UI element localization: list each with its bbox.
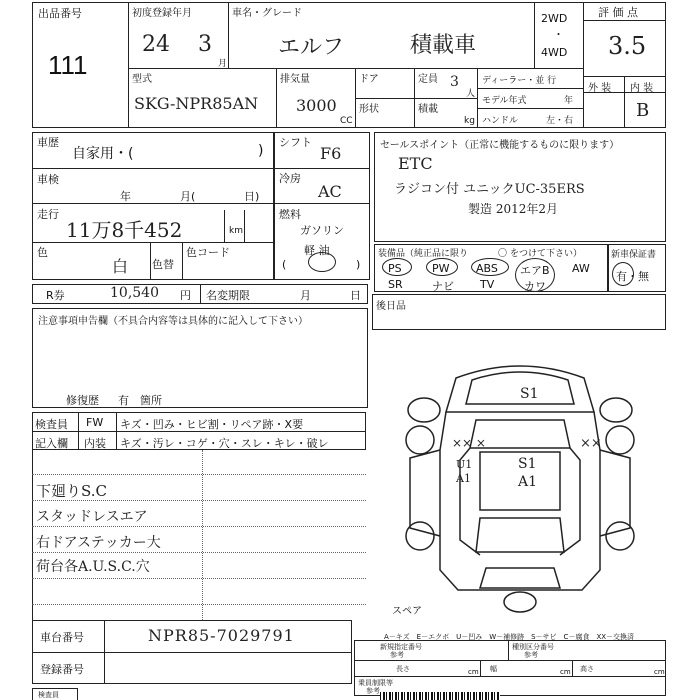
score-label: 評 価 点: [598, 6, 638, 19]
fuel-options: 軽 油: [304, 244, 330, 257]
equipment-label-end: をつけて下さい）: [510, 249, 583, 259]
notes-label: 注意事項申告欄（不具合内容等は具体的に記入して下さい）: [38, 316, 308, 327]
legend-width: 幅: [490, 665, 497, 673]
inspection-label: 車検: [37, 173, 59, 186]
history-value: 自家用・(: [72, 146, 134, 162]
legend-damage-codes: A－キズ E－エクボ U－凹み W－補修跡 S－サビ C－腐食 XX－交換済: [384, 633, 635, 641]
equipment-mark: 〇: [498, 249, 508, 259]
fuel-value: ガソリン: [300, 224, 344, 237]
inspection-month: 月(: [180, 190, 196, 203]
recycle-yen: 円: [180, 289, 191, 302]
fuel-selected-mark: [308, 252, 336, 272]
recolor-label: 色替: [152, 258, 174, 271]
entry-label: 記入欄: [35, 437, 68, 450]
color-value: 白: [112, 257, 129, 276]
bottom-inspector-label: 検査員: [38, 691, 59, 699]
legend-ref-1: 参考: [390, 651, 404, 659]
interior-label: 内 装: [630, 83, 654, 94]
color-label: 色: [37, 246, 48, 259]
inspector-label: 検査員: [35, 418, 68, 431]
drive-4wd: 4WD: [541, 46, 568, 59]
handle-label: ハンドル: [482, 116, 519, 126]
color-code-label: 色コード: [186, 246, 230, 259]
load-label: 積載: [418, 104, 438, 115]
diagram-roof-mark-1: S1: [518, 456, 537, 472]
handle-options: 左・右: [546, 116, 574, 126]
inspection-year: 年: [120, 190, 131, 203]
fuel-label: 燃料: [279, 208, 301, 221]
shift-value: F6: [320, 144, 342, 163]
diagram-front-mark: S1: [520, 386, 539, 402]
model-year-label: モデル年式: [482, 96, 527, 106]
equip-airbag: エアB: [520, 264, 550, 277]
diagram-roof-mark-2: A1: [518, 474, 538, 490]
equipment-label: 装備品（純正品に限り: [378, 249, 469, 259]
repair-label: 修復歴: [66, 394, 99, 407]
inspector-interior-items: キズ・汚レ・コゲ・穴・スレ・キレ・破レ: [120, 437, 329, 450]
diagram-left-small-1: U1: [456, 458, 473, 471]
recycle-value: 10,540: [110, 285, 159, 301]
drive-2wd: 2WD: [541, 12, 568, 25]
recycle-label: R券: [46, 289, 65, 302]
note-line-1: 下廻りS.C: [36, 482, 107, 500]
note-line-4: 荷台各A.U.S.C.穴: [36, 559, 150, 575]
equip-leather: カワ: [524, 280, 546, 293]
interior-grade: B: [636, 100, 650, 121]
equip-navi: ナビ: [432, 280, 454, 293]
history-label: 車歴: [37, 136, 59, 149]
model-label: 型式: [132, 74, 152, 85]
shape-label: 形状: [359, 104, 379, 115]
rear-items-label: 後日品: [376, 301, 406, 312]
repair-place: 箇所: [140, 394, 162, 407]
legend-cm-1: cm: [468, 668, 479, 676]
equip-aw: AW: [572, 262, 590, 275]
equip-sr: SR: [388, 278, 403, 291]
legend-length: 長さ: [396, 665, 410, 673]
legend-new-number: 新規指定番号: [380, 643, 422, 651]
exterior-label: 外 装: [588, 83, 612, 94]
spare-label: スペア: [392, 606, 422, 617]
sales-line-1: ETC: [398, 154, 433, 173]
month-unit: 月: [218, 59, 228, 69]
chassis-number: NPR85-7029791: [148, 626, 295, 645]
repair-value: 有: [118, 394, 129, 407]
capacity-value: 3: [450, 74, 459, 90]
fuel-paren-close: ): [356, 258, 361, 271]
first-reg-year: 24: [142, 32, 170, 57]
fuel-paren-open: (: [282, 258, 287, 271]
displacement-value: 3000: [296, 96, 337, 115]
equip-ps: PS: [388, 262, 402, 275]
legend-passenger: 乗員制限等: [358, 679, 393, 687]
shift-label: シフト: [279, 136, 312, 149]
legend-ref-3: 参考: [366, 687, 380, 695]
ac-label: 冷房: [279, 172, 301, 185]
equip-abs-circle: [471, 258, 509, 276]
equip-airbag-circle: [515, 258, 555, 292]
first-reg-month: 3: [198, 32, 212, 57]
note-line-2: スタッドレスエア: [36, 509, 148, 525]
year-unit: 年: [564, 96, 574, 106]
inspector-fw: FW: [86, 416, 104, 429]
chassis-label: 車台番号: [40, 631, 84, 644]
dealer-label: ディーラー・並 行: [482, 76, 557, 86]
mileage-value: 11万8千452: [66, 218, 183, 242]
barcode: [380, 692, 500, 700]
diagram-left-small-2: A1: [456, 472, 471, 485]
sales-line-3: 製造 2012年2月: [468, 202, 558, 216]
warranty-circle: [612, 262, 634, 286]
inspector-interior: 内装: [84, 437, 106, 450]
warranty-value: 有・無: [616, 270, 649, 283]
deadline-label: 名変期限: [206, 289, 250, 302]
legend-type-number: 種別区分番号: [512, 643, 554, 651]
mileage-label: 走行: [37, 208, 59, 221]
legend-height: 高さ: [580, 665, 594, 673]
deadline-day: 日: [350, 289, 361, 302]
displacement-label: 排気量: [280, 74, 310, 85]
registration-label: 登録番号: [40, 663, 84, 676]
score-value: 3.5: [608, 32, 647, 60]
equip-abs: ABS: [476, 262, 498, 275]
diagram-right-mark: ××: [580, 436, 602, 451]
inspector-fw-items: キズ・凹み・ヒビ割・リペア跡・X要: [120, 418, 304, 431]
capacity-unit: 人: [466, 89, 476, 99]
lot-number: 111: [48, 50, 88, 80]
legend-ref-2: 参考: [524, 651, 538, 659]
sales-line-2: ラジコン付 ユニックUC-35ERS: [394, 182, 585, 197]
equip-pw: PW: [432, 262, 450, 275]
equip-ps-circle: [382, 258, 412, 276]
mileage-unit: km: [229, 226, 243, 236]
model-value: SKG-NPR85AN: [134, 94, 259, 113]
capacity-label: 定員: [418, 74, 438, 85]
history-close-paren: ): [258, 143, 264, 159]
displacement-unit: CC: [340, 116, 353, 126]
warranty-label: 新車保証書: [611, 250, 657, 260]
first-reg-label: 初度登録年月: [132, 8, 192, 19]
sales-point-label: セールスポイント（正常に機能するものに限ります）: [380, 140, 620, 151]
lot-label: 出品番号: [38, 7, 82, 20]
equip-tv: TV: [480, 278, 495, 291]
door-label: ドア: [359, 74, 379, 85]
note-line-3: 右ドアステッカー大: [36, 535, 161, 551]
drive-dot: ・: [553, 28, 564, 41]
rear-items-section: [372, 294, 666, 330]
car-name-label: 車名・グレード: [232, 8, 302, 19]
ac-value: AC: [318, 182, 342, 201]
load-unit: kg: [464, 116, 475, 126]
grade: 積載車: [410, 33, 477, 58]
equip-pw-circle: [426, 258, 458, 276]
deadline-month: 月: [300, 289, 311, 302]
legend-cm-2: cm: [560, 668, 571, 676]
legend-cm-3: cm: [654, 668, 665, 676]
car-name: エルフ: [278, 35, 345, 60]
inspection-day: 日): [244, 190, 260, 203]
diagram-left-marks: ×× ×: [452, 436, 486, 450]
